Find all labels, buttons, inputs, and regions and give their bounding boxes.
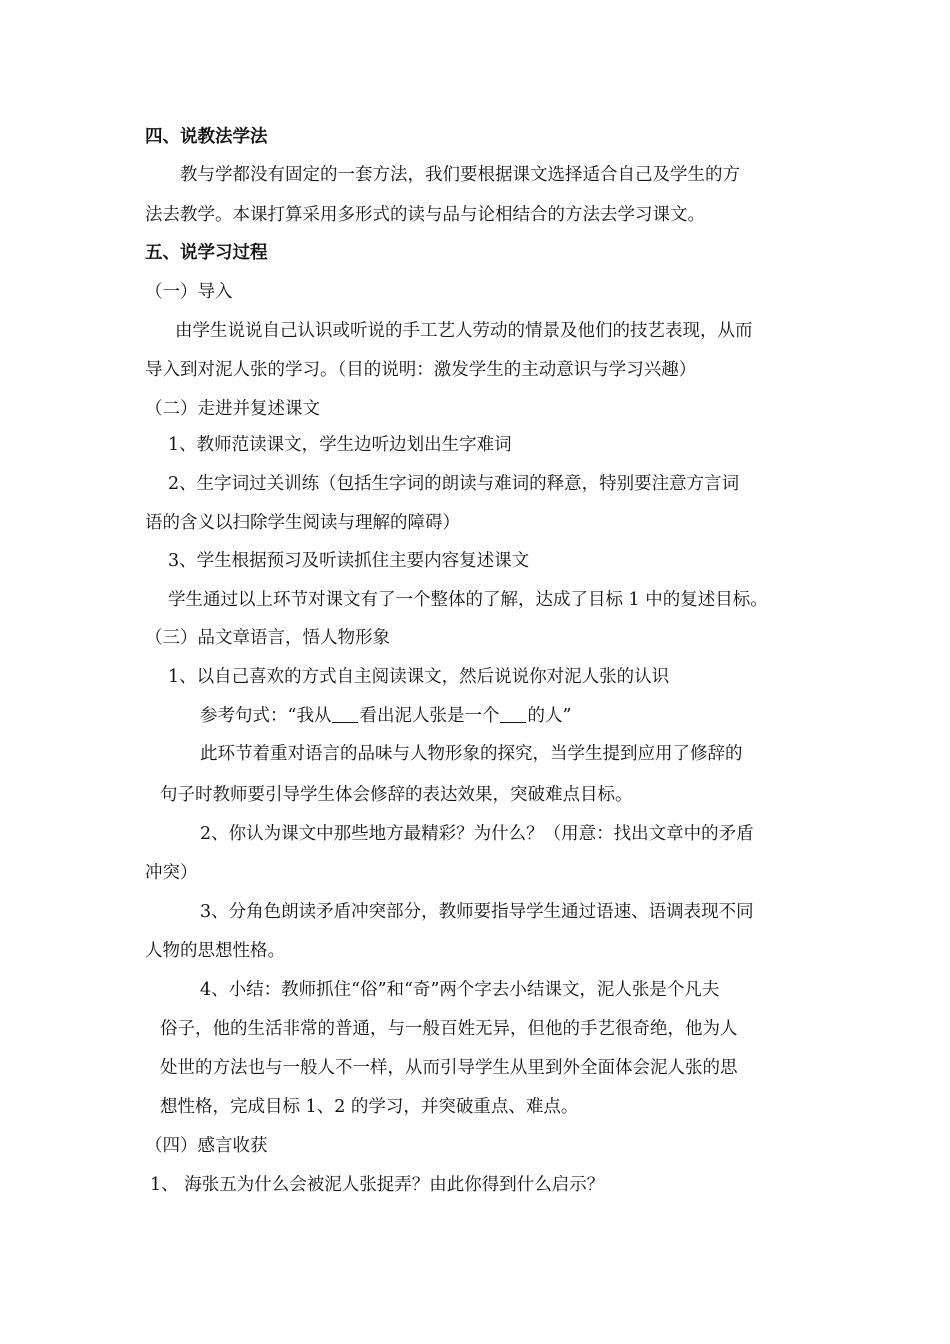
list-item: 3、分角色朗读矛盾冲突部分，教师要指导学生通过语速、语调表现不同	[200, 902, 754, 922]
subsection-heading: （三）品文章语言，悟人物形象	[145, 628, 390, 648]
fill-blank	[332, 706, 358, 723]
paragraph-line: 语的含义以扫除学生阅读与理解的障碍）	[145, 513, 460, 533]
paragraph-line: 由学生说说自己认识或听说的手工艺人劳动的情景及他们的技艺表现，从而	[175, 321, 753, 341]
list-item: 1、教师范读课文，学生边听边划出生字难词	[168, 435, 512, 455]
reference-suffix: 的人”	[527, 706, 572, 726]
fill-blank	[500, 706, 526, 723]
paragraph-line: 句子时教师要引导学生体会修辞的表达效果，突破难点目标。	[160, 785, 633, 805]
list-item: 2、你认为课文中那些地方最精彩？为什么？（用意：找出文章中的矛盾	[200, 824, 754, 844]
subsection-heading: （二）走进并复述课文	[145, 399, 320, 419]
subsection-heading: （四）感言收获	[145, 1136, 268, 1156]
paragraph-line: 俗子，他的生活非常的普通，与一般百姓无异，但他的手艺很奇绝，他为人	[160, 1019, 738, 1039]
section-heading-learning-process: 五、说学习过程	[145, 243, 268, 263]
list-item: 4、小结：教师抓住“俗”和“奇”两个字去小结课文，泥人张是个凡夫	[200, 980, 720, 1000]
list-item: 1、 海张五为什么会被泥人张捉弄？由此你得到什么启示？	[150, 1175, 605, 1195]
paragraph-line: 想性格，完成目标 1、2 的学习，并突破重点、难点。	[160, 1097, 579, 1117]
paragraph-line: 人物的思想性格。	[145, 941, 285, 961]
paragraph-line: 冲突）	[145, 863, 198, 883]
paragraph-line: 法去教学。本课打算采用多形式的读与品与论相结合的方法去学习课文。	[145, 205, 705, 225]
list-item: 2、生字词过关训练（包括生字词的朗读与难词的释意，特别要注意方言词	[168, 474, 740, 494]
section-heading-teaching-methods: 四、说教法学法	[145, 127, 268, 147]
reference-prefix: 参考句式：“我从	[200, 706, 332, 726]
subsection-heading: （一）导入	[145, 282, 233, 302]
paragraph-line: 导入到对泥人张的学习。（目的说明：激发学生的主动意识与学习兴趣）	[145, 360, 697, 380]
reference-sentence	[200, 705, 571, 727]
reference-middle: 看出泥人张是一个	[359, 706, 500, 726]
list-item: 3、学生根据预习及听读抓住主要内容复述课文	[168, 551, 530, 571]
paragraph-line: 此环节着重对语言的品味与人物形象的探究，当学生提到应用了修辞的	[200, 744, 743, 764]
paragraph-line: 学生通过以上环节对课文有了一个整体的了解，达成了目标 1 中的复述目标。	[168, 590, 768, 610]
paragraph-line: 处世的方法也与一般人不一样，从而引导学生从里到外全面体会泥人张的思	[160, 1058, 738, 1078]
list-item: 1、以自己喜欢的方式自主阅读课文，然后说说你对泥人张的认识	[168, 667, 670, 687]
paragraph-line: 教与学都没有固定的一套方法，我们要根据课文选择适合自己及学生的方	[180, 165, 740, 185]
